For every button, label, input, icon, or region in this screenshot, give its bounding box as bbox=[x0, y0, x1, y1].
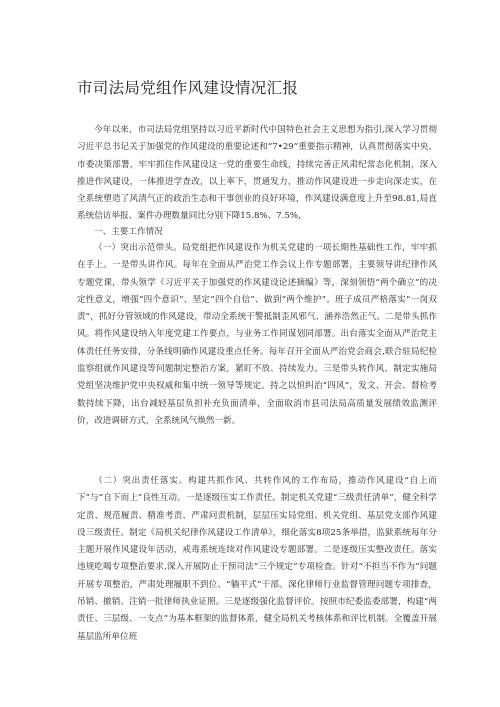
body-paragraph bbox=[77, 473, 437, 646]
body-paragraph bbox=[77, 240, 437, 430]
intro-paragraph bbox=[77, 122, 437, 226]
document-title: 市司法局党组作风建设情况汇报 bbox=[77, 79, 299, 97]
section-heading: 一、主要工作情况 bbox=[94, 227, 163, 237]
intro-text: 今年以来，市司法局党组坚持以习近平新时代中国特色社会主义思想为指引,深入学习贯彻习近平总书记关于加强党的作风建设的重要论述和“7•29”重要指示精神，认真贯彻落实中央、市委决策部署，牢牢抓住作风建设这一党的重要生命线，持续完善正风肃纪常态化机制，深入推进作风建设，一体推进学查改，以上率下，贯通发力，推动作风建设进一步走向深走实，在全系统塑造了风清气正的政治生态和干事创业的良好环境，作风建设满意度上升至98.81,局直系统信访举报、案件办理数量同比分别下降15.8%、7.5%, bbox=[77, 125, 437, 222]
paragraph-text: （一）突出示范带头。局党组把作风建设作为机关党建的一项长期性基础性工作，牢牢抓在手上。一是带头讲作风。每年在全面从严治党工作会议上作专题部署，主要领导讲纪律作风专题党课，带头领学《习近平关于加强党的作风建设论述摘编》等，深刻领悟“两个确立”的决定性意义，增强“四个意识”、坚定“四个自信”、做到“两个维护”。班子成员严格落实“一岗双责”，抓好分管领域的作风建设，带动全系统干警抵制歪风邪气、涵养浩然正气。二是带头抓作风。将作风建设纳入年度党建工作要点，与业务工作同谋划同部署。出台落实全面从严治党主体责任任务安排，分条线明确作风建设重点任务。每年召开全面从严治党会商会,联合驻局纪检监察组就作风建设等问题制定整治方案，紧盯不放、持续发力。三是带头转作风。制定实施局党组坚决维护党中央权威和集中统一领导等规定。持之以恒纠治“四风”，发文、开会、督检考数持续下降，出台减轻基层负担补充负面清单，全面取消市县司法局高质量发展绩效监测评价，改进调研方式，全系统风气焕然一新。 bbox=[77, 243, 437, 426]
paragraph-text: （二）突出责任落实。构建共抓作风、共转作风的工作布局，推动作风建设“自上而下”与“自下而上”良性互动。一是逐级压实工作责任。制定机关党建“三级责任清单”，健全科学定责、规范履责、精准考责、严肃问责机制，层层压实局党组、机关党组、基层党支部作风建设三级责任。制定《局机关纪律作风建设工作清单》，细化落实8项25条举措，监狱系统每年分主题开展作风建设年活动，戒毒系统连续对作风建设专题部署。二是逐级压实整改责任。落实违规吃喝专项整治要求,深入开展防止干预司法“三个规定”专项检查。针对“不担当不作为”问题开展专项整治，严肃处理履职不到位、“躺平式”干部。深化律师行业监督管理问题专项排查，吊销、撤销、注销一批律师执业证照。三是逐级强化监督评价。按照市纪委监委部署，构建“两责任、三层级、一支点”为基本框架的监督体系，健全局机关考核体系和评比机制。全覆盖开展基层监所单位班 bbox=[77, 476, 437, 642]
